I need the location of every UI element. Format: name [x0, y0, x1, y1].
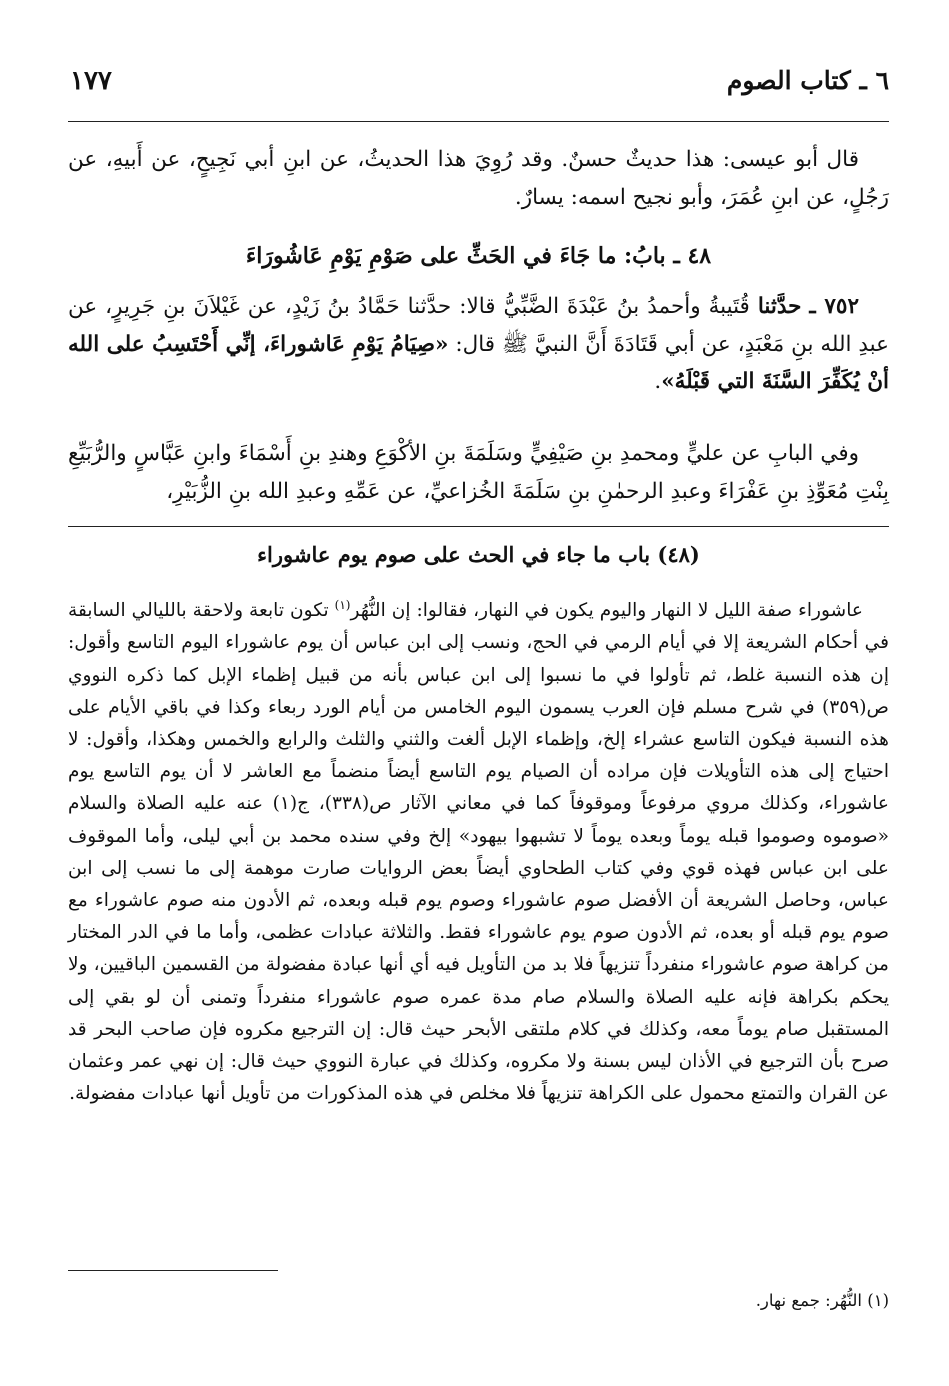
hadith-paragraph: [68, 288, 889, 401]
hadith-number: ٧٥٢ ـ: [809, 294, 859, 319]
fil-bab-text: وفي البابِ عن عليٍّ ومحمدِ بنِ صَيْفِيٍّ وسَلَمَةَ بنِ الأكْوَعِ وهندِ بنِ أَسْمَاءَ وابنِ عَبَّاسٍ والرُّبَيِّعِ بِنْتِ مُعَوِّذِ بنِ عَفْرَاءَ وعبدِ الرحمٰنِ بنِ سَلَمَةَ الخُزاعيِّ، عن عَمِّهِ وعبدِ الله بنِ الزُّبَيْرِ،: [68, 441, 889, 504]
hadith-isnad: قُتَيبةُ وأحمدُ بنُ عَبْدَةَ الضَّبِّيُّ قالا: حدَّثنا حَمَّادُ بنُ زَيْدٍ، عن غَيْلاَنَ بنِ جَرِيرٍ، عن عبدِ الله بنِ مَعْبَدٍ، عن أبي قَتَادَةَ أَنَّ النبيَّ ﷺ قال:: [68, 294, 889, 357]
footnote: (١) النُّهُر: جمع نهار.: [755, 1291, 889, 1310]
book-page: [68, 0, 889, 1386]
chapter-title: ٦ ـ كتاب الصوم: [726, 66, 889, 95]
hadith-opening: حدَّثنا: [757, 294, 802, 319]
intro-text: قال أبو عيسى: هذا حديثٌ حسنٌ. وقد رُوِيَ هذا الحديثُ، عن ابنِ أبي نَجِيحٍ، عن أَبيهِ، عن رَجُلٍ، عن ابنِ عُمَرَ، وأبو نجيح اسمه: يسارٌ.: [68, 147, 889, 210]
commentary-text-rest: تكون تابعة ولاحقة بالليالي السابقة في أحكام الشريعة إلا في أيام الرمي في الحج، ونسب إلى ابن عباس أن يوم عاشوراء اليوم التاسع وأقول: إن هذه النسبة غلط، ثم تأولوا في ما نسبوا إلى ابن عباس بأنه من قبيل إظماء الإبل كما ذكره النووي ص(٣٥٩) في شرح مسلم فإن العرب يسمون اليوم الخامس من أيام الورد ربعاء وكذا في باقي الأيام على هذه النسبة فيكون التاسع عشراء إلخ، وإظماء الإبل ألغت والثني والثلث والرابع والخمس وهكذا، وأقول: لا احتياج إلى هذه التأويلات فإن مراده أن الصيام يوم التاسع أيضاً منضماً مع العاشر لا أن يوم التاسع يوم عاشوراء، وكذلك مروي مرفوعاً وموقوفاً كما في معاني الآثار ص(٣٣٨)، ج(١) عنه عليه الصلاة والسلام «صوموه وصوموا قبله يوماً وبعده يوماً لا تشبهوا بيهود» إلخ وفي سنده محمد بن أبي ليلى، وأما الموقوف على ابن عباس فهذه قوي وفي كتاب الطحاوي أيضاً بعض الروايات صارت موهمة إلى ما نسب إلى ابن عباس، وحاصل الشريعة أن الأفضل صوم عاشوراء وصوم يوم قبله وبعده، ثم الأدون منه صوم عاشوراء مع صوم يوم قبله أو بعده، ثم الأدون صوم يوم عاشوراء فقط. والثلاثة عبادات عظمى، وأما ما في الدر المختار من كراهة صوم عاشوراء منفرداً تنزيهاً فلا بد من التأويل فيه أي أنها عبادة مفضولة من القسمين الباقيين، ولا يحكم بكراهة فإنه عليه الصلاة والسلام صام مدة عمره صوم عاشوراء منفرداً وتمنى أن لو بقي إلى المستقبل صام يوماً معه، وكذلك في كلام ملتقى الأبحر حيث قال: إن الترجيع مكروه فإن صاحب البحر قد صرح بأن الترجيع في الأذان ليس بسنة ولا مكروه، وكذلك في عبارة النووي حيث قال: إن نهي عمر وعثمان عن القران والتمتع محمول على الكراهة تنزيهاً فلا مخلص في هذه المذكورات من تأويل أنها عبادات مفضولة.: [68, 600, 889, 1105]
commentary-paragraph: [68, 589, 889, 1110]
page-number: ١٧٧: [70, 66, 112, 96]
commentary-text-start: عاشوراء صفة الليل لا النهار واليوم يكون في النهار، فقالوا: إن النُّهُر: [350, 600, 863, 622]
bab-heading: ٤٨ ـ بابُ: ما جَاءَ في الحَثِّ على صَوْمِ يَوْمِ عَاشُورَاءَ: [245, 243, 712, 269]
hadith-end: .: [654, 369, 662, 394]
fil-bab-paragraph: [68, 435, 889, 510]
hadith-matn: «صِيَامُ يَوْمِ عَاشوراءَ، إنِّي أَحْتَسِبُ على الله أنْ يُكَفِّرَ السَّنَةَ التي قَبْلَهُ»: [68, 331, 889, 394]
commentary-rule: [68, 526, 889, 527]
intro-paragraph: [68, 141, 889, 216]
footnote-rule: [68, 1270, 278, 1271]
header-rule: [68, 121, 889, 122]
commentary-heading: (٤٨) باب ما جاء في الحث على صوم يوم عاشوراء: [257, 542, 700, 567]
footnote-marker[interactable]: (١): [334, 598, 351, 612]
running-header: [68, 66, 889, 106]
